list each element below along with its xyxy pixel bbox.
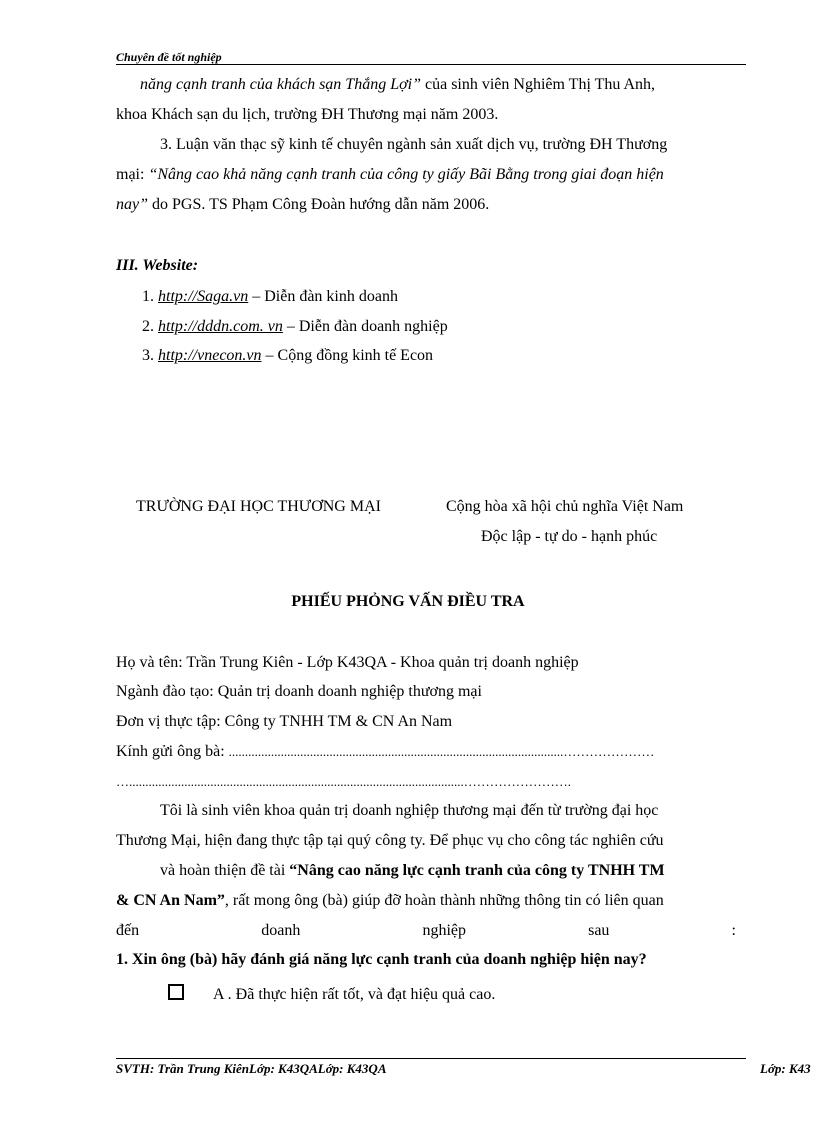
footer-rule [116,1058,746,1059]
form-title: PHIẾU PHỎNG VẤN ĐIỀU TRA [291,593,525,610]
student-name-line: Họ và tên: Trần Trung Kiên - Lớp K43QA - Khoa quản trị doanh nghiệp [116,654,579,671]
intro-topic-end: & CN An Nam” [116,892,225,909]
website-num: 3. [142,347,158,364]
ref3-line2 [116,160,736,190]
website-item [142,341,433,371]
ref2-author: của sinh viên Nghiêm Thị Thu Anh, [420,76,656,93]
ref3-title-italic: “Nâng cao khả năng cạnh tranh của công ty giấy Bãi Bằng trong giai đoạn hiện [148,166,664,183]
intro-word: nghiệp [422,922,466,939]
intro-topic-bold: “Nâng cao năng lực cạnh tranh của công ty TNHH TM [289,862,665,879]
intern-unit-line: Đơn vị thực tập: Công ty TNHH TM & CN An Nam [116,713,453,730]
ref3-title-end: nay” [116,196,148,213]
ref3-mai: mại: [116,166,149,183]
intro-word: đến [116,922,140,939]
ref2-line1 [116,70,736,100]
website-desc: – Diễn đàn doanh nghiệp [282,318,448,335]
website-item [142,312,448,342]
intro-request: , rất mong ông (bà) giúp đỡ hoàn thành những thông tin có liên quan [224,892,664,909]
greeting-line [116,737,654,767]
letterhead-motto: Độc lập - tự do - hạnh phúc [481,528,658,545]
intro-line4 [116,886,736,916]
ref3-advisor: do PGS. TS Phạm Công Đoàn hướng dẫn năm 2006. [148,196,490,213]
intro-paragraph [116,796,736,946]
footer-student: SVTH: Trần Trung KiênLớp: K43QALớp: K43QA [116,1061,387,1076]
website-link-dddn[interactable]: http://dddn.com. vn [158,318,283,335]
section-website-heading: III. Website: [116,257,199,274]
intro-line2: Thương Mại, hiện đang thực tập tại quý công ty. Để phục vụ cho công tác nghiên cứu [116,832,664,849]
website-item [142,282,398,312]
intro-line5 [116,916,736,946]
intro-word: sau [588,922,610,939]
intro-plain: và hoàn thiện đề tài [160,862,290,879]
website-link-saga[interactable]: http://Saga.vn [158,288,249,305]
intro-word: : [731,922,736,939]
ref3-line3 [116,190,736,220]
ref2-line2: khoa Khách sạn du lịch, trường ĐH Thương mại năm 2003. [116,106,499,123]
references-block [116,70,736,220]
website-num: 1. [142,288,158,305]
footer-class: Lớp: K43 [760,1061,811,1076]
intro-word: doanh [261,922,301,939]
option-a-label: A . Đã thực hiện rất tốt, và đạt hiệu quả cao. [213,986,496,1003]
question-1: 1. Xin ông (bà) hãy đánh giá năng lực cạnh tranh của doanh nghiệp hiện nay? [116,951,647,968]
page-header-title: Chuyên đề tốt nghiệp [116,50,222,64]
website-num: 2. [142,318,158,335]
header-rule [116,64,746,65]
website-link-vnecon[interactable]: http://vnecon.vn [158,347,262,364]
website-desc: – Cộng đồng kinh tế Econ [261,347,434,364]
major-line: Ngành đào tạo: Quản trị doanh doanh nghiệp thương mại [116,683,482,700]
greeting-label: Kính gửi ông bà: [116,743,229,760]
intro-line3 [116,856,736,886]
letterhead-republic: Cộng hòa xã hội chủ nghĩa Việt Nam [446,498,684,515]
intro-line1: Tôi là sinh viên khoa quản trị doanh nghiệp thương mại đến từ trường đại học [160,802,659,819]
ref3-line1: 3. Luận văn thạc sỹ kinh tế chuyên ngành sản xuất dịch vụ, trường ĐH Thương [160,136,668,153]
letterhead-university: TRƯỜNG ĐẠI HỌC THƯƠNG MẠI [136,498,381,515]
greeting-dots: .......................................................................................................………………… [228,744,655,759]
ref2-title-italic: năng cạnh tranh của khách sạn Thắng Lợi” [140,76,421,93]
greeting-dots-line2: ….......................................................................................................……………………. [116,774,571,789]
website-desc: – Diễn đàn kinh doanh [248,288,398,305]
option-a-checkbox[interactable] [168,984,184,1000]
